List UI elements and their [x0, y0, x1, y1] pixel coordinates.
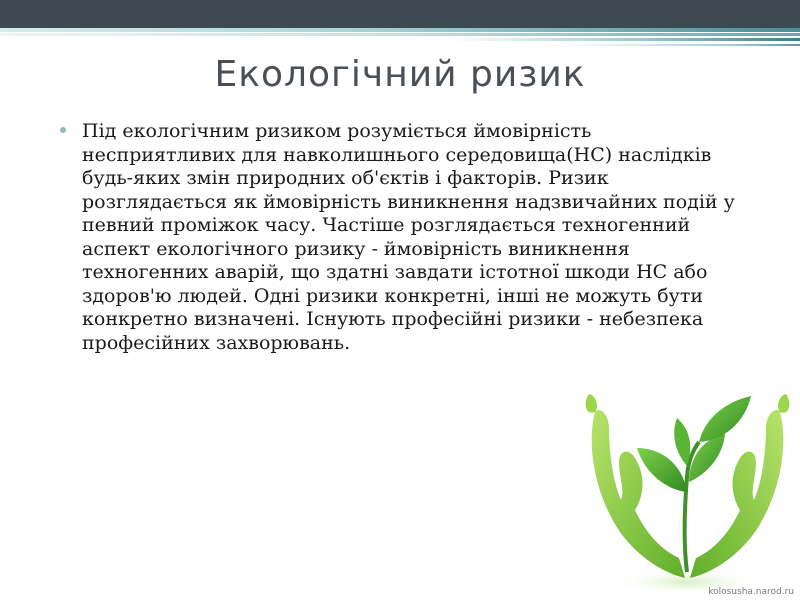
hands-holding-sprout-icon: [575, 382, 800, 600]
header-stripe: [0, 28, 800, 32]
slide-title: Екологічний ризик: [214, 54, 586, 95]
header-stripe: [560, 44, 800, 46]
header-stripe: [0, 33, 800, 36]
top-header-bar: [0, 0, 800, 28]
slide-body: [60, 120, 740, 355]
bullet-dot-icon: [60, 127, 66, 133]
watermark-text: kolosusha.narod.ru: [708, 587, 794, 597]
header-stripe: [450, 38, 800, 41]
body-paragraph: Під екологічним ризиком розуміється ймовірність несприятливих для навколишнього середовища(НС) наслідків будь-яких змін природних об'єктів і факторів. Ризик розглядається як ймовірність виникнення надзвичайних подій у певний проміжок часу. Частіше розглядається техногенний аспект екологічного ризику - ймовірність виникнення техногенних аварій, що здатні завдати істотної шкоди НС або здоров'ю людей. Одні ризики конкретні, інші не можуть бути конкретно визначені. Існують професійні ризики - небезпека професійних захворювань.: [82, 120, 735, 354]
